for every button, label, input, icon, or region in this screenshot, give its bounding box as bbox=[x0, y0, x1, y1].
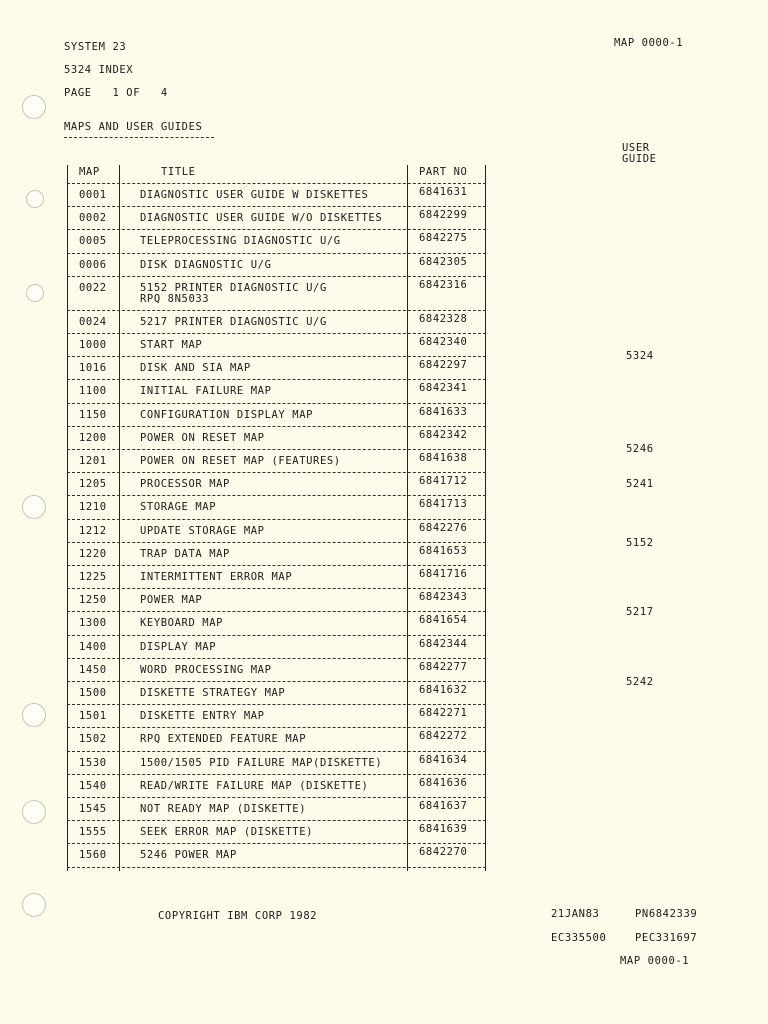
cell-title: DISPLAY MAP bbox=[140, 640, 217, 653]
maps-table bbox=[67, 165, 486, 871]
cell-title: UPDATE STORAGE MAP bbox=[140, 524, 265, 537]
cell-map: 1225 bbox=[79, 571, 107, 583]
cell-part-no: 6842272 bbox=[419, 730, 468, 743]
row-separator bbox=[67, 253, 486, 254]
cell-map: 0005 bbox=[79, 235, 107, 248]
cell-map: 1545 bbox=[79, 803, 107, 815]
row-separator bbox=[67, 229, 486, 230]
cell-title: INTERMITTENT ERROR MAP bbox=[140, 571, 293, 583]
user-guide-label: 5242 bbox=[626, 676, 654, 688]
cell-part-no: 6842341 bbox=[419, 382, 468, 395]
cell-title: NOT READY MAP (DISKETTE) bbox=[140, 803, 307, 815]
cell-part-no: 6842328 bbox=[419, 312, 468, 325]
row-separator bbox=[67, 519, 486, 520]
cell-map: 0024 bbox=[79, 315, 107, 328]
footer-date: 21JAN83 bbox=[551, 908, 600, 920]
table-row bbox=[67, 635, 486, 658]
table-row bbox=[67, 426, 486, 449]
copyright: COPYRIGHT IBM CORP 1982 bbox=[158, 910, 318, 922]
cell-map: 1500 bbox=[79, 687, 107, 699]
row-separator bbox=[67, 472, 486, 473]
table-row bbox=[67, 310, 486, 333]
cell-map: 1400 bbox=[79, 640, 107, 653]
cell-title: RPQ EXTENDED FEATURE MAP bbox=[140, 733, 307, 746]
section-underline bbox=[64, 137, 214, 138]
cell-map: 0006 bbox=[79, 258, 107, 271]
table-row bbox=[67, 276, 486, 310]
table-row bbox=[67, 611, 486, 634]
cell-title: 5246 POWER MAP bbox=[140, 849, 237, 862]
cell-part-no: 6841637 bbox=[419, 800, 468, 812]
footer-pec: PEC331697 bbox=[635, 932, 698, 944]
table-row bbox=[67, 253, 486, 276]
cell-map: 1250 bbox=[79, 594, 107, 607]
cell-part-no: 6841636 bbox=[419, 776, 468, 789]
cell-map: 1150 bbox=[79, 408, 107, 421]
row-separator bbox=[67, 495, 486, 496]
cell-title: SEEK ERROR MAP (DISKETTE) bbox=[140, 826, 314, 839]
cell-map: 1210 bbox=[79, 501, 107, 514]
cell-map: 1200 bbox=[79, 431, 107, 444]
map-id-bottom: MAP 0000-1 bbox=[620, 955, 690, 967]
row-separator bbox=[67, 356, 486, 357]
footer-pn: PN6842339 bbox=[635, 908, 698, 920]
punch-hole bbox=[22, 495, 46, 519]
row-separator bbox=[67, 403, 486, 404]
row-separator bbox=[67, 727, 486, 728]
cell-title: POWER ON RESET MAP (FEATURES) bbox=[140, 455, 341, 467]
table-row bbox=[67, 704, 486, 727]
user-guide-header-line1: USER bbox=[622, 142, 650, 154]
cell-title: 5152 PRINTER DIAGNOSTIC U/G bbox=[140, 281, 327, 294]
table-row bbox=[67, 774, 486, 797]
cell-part-no: 6842340 bbox=[419, 336, 468, 348]
row-separator bbox=[67, 797, 486, 798]
cell-part-no: 6842305 bbox=[419, 255, 468, 268]
row-separator bbox=[67, 774, 486, 775]
cell-title: POWER MAP bbox=[140, 594, 203, 607]
cell-title: WORD PROCESSING MAP bbox=[140, 663, 272, 676]
row-separator bbox=[67, 704, 486, 705]
cell-part-no: 6842271 bbox=[419, 707, 468, 720]
table-row bbox=[67, 183, 486, 206]
cell-title: READ/WRITE FAILURE MAP (DISKETTE) bbox=[140, 779, 369, 792]
cell-title: KEYBOARD MAP bbox=[140, 617, 224, 630]
cell-part-no: 6841638 bbox=[419, 452, 468, 464]
row-separator bbox=[67, 276, 486, 277]
cell-map: 1300 bbox=[79, 617, 107, 630]
table-row bbox=[67, 495, 486, 518]
cell-title: DIAGNOSTIC USER GUIDE W/O DISKETTES bbox=[140, 212, 383, 225]
index-label: 5324 INDEX bbox=[64, 64, 134, 76]
table-row bbox=[67, 681, 486, 704]
table-row bbox=[67, 588, 486, 611]
row-separator bbox=[67, 681, 486, 682]
user-guide-label: 5324 bbox=[626, 350, 654, 362]
cell-part-no: 6842299 bbox=[419, 209, 468, 222]
user-guide-label: 5246 bbox=[626, 443, 654, 455]
row-separator bbox=[67, 658, 486, 659]
cell-part-no: 6841653 bbox=[419, 544, 468, 557]
cell-part-no: 6841716 bbox=[419, 568, 468, 580]
map-id-top: MAP 0000-1 bbox=[614, 37, 684, 49]
punch-hole bbox=[22, 703, 46, 727]
cell-part-no: 6841639 bbox=[419, 823, 468, 836]
cell-part-no: 6842344 bbox=[419, 637, 468, 650]
cell-map: 1205 bbox=[79, 478, 107, 491]
cell-title: DISK AND SIA MAP bbox=[140, 362, 251, 375]
cell-part-no: 6842343 bbox=[419, 591, 468, 604]
cell-map: 1501 bbox=[79, 710, 107, 723]
cell-title: 5217 PRINTER DIAGNOSTIC U/G bbox=[140, 315, 327, 328]
table-header-row bbox=[67, 165, 486, 183]
row-separator bbox=[67, 751, 486, 752]
punch-hole bbox=[22, 800, 46, 824]
row-separator bbox=[67, 635, 486, 636]
table-row bbox=[67, 797, 486, 820]
cell-map: 0001 bbox=[79, 189, 107, 201]
cell-map: 1530 bbox=[79, 756, 107, 769]
cell-part-no: 6841654 bbox=[419, 614, 468, 627]
cell-part-no: 6842277 bbox=[419, 660, 468, 673]
table-bottom-separator bbox=[67, 867, 486, 869]
row-separator bbox=[67, 820, 486, 821]
row-separator bbox=[67, 588, 486, 589]
cell-map: 1502 bbox=[79, 733, 107, 746]
table-row bbox=[67, 820, 486, 843]
cell-map: 0002 bbox=[79, 212, 107, 225]
cell-title-line2: RPQ 8N5033 bbox=[140, 292, 210, 305]
cell-map: 1450 bbox=[79, 663, 107, 676]
table-row bbox=[67, 403, 486, 426]
table-row bbox=[67, 229, 486, 252]
system-label: SYSTEM 23 bbox=[64, 41, 127, 53]
table-row bbox=[67, 843, 486, 866]
punch-hole bbox=[26, 284, 44, 302]
cell-map: 1100 bbox=[79, 385, 107, 398]
cell-title: CONFIGURATION DISPLAY MAP bbox=[140, 408, 314, 421]
cell-part-no: 6842316 bbox=[419, 278, 468, 291]
row-separator bbox=[67, 565, 486, 566]
cell-part-no: 6841634 bbox=[419, 753, 468, 766]
cell-map: 1540 bbox=[79, 779, 107, 792]
header-title: TITLE bbox=[161, 166, 196, 178]
cell-map: 1555 bbox=[79, 826, 107, 839]
cell-part-no: 6841712 bbox=[419, 475, 468, 488]
table-row bbox=[67, 751, 486, 774]
row-separator bbox=[67, 843, 486, 844]
cell-title: TELEPROCESSING DIAGNOSTIC U/G bbox=[140, 235, 341, 248]
cell-map: 1212 bbox=[79, 524, 107, 537]
header-map: MAP bbox=[79, 166, 100, 178]
section-title: MAPS AND USER GUIDES bbox=[64, 121, 203, 133]
cell-map: 1220 bbox=[79, 547, 107, 560]
table-row bbox=[67, 565, 486, 588]
table-row bbox=[67, 449, 486, 472]
table-row bbox=[67, 519, 486, 542]
cell-part-no: 6842275 bbox=[419, 232, 468, 245]
header-part-no: PART NO bbox=[419, 166, 468, 178]
cell-map: 1000 bbox=[79, 339, 107, 351]
table-row bbox=[67, 727, 486, 750]
cell-part-no: 6841713 bbox=[419, 498, 468, 511]
cell-part-no: 6842342 bbox=[419, 428, 468, 441]
row-separator bbox=[67, 206, 486, 207]
table-row bbox=[67, 658, 486, 681]
footer-ec: EC335500 bbox=[551, 932, 607, 944]
row-separator bbox=[67, 333, 486, 334]
cell-map: 0022 bbox=[79, 281, 107, 294]
cell-title: INITIAL FAILURE MAP bbox=[140, 385, 272, 398]
row-separator bbox=[67, 426, 486, 427]
cell-title: DISK DIAGNOSTIC U/G bbox=[140, 258, 272, 271]
row-separator bbox=[67, 310, 486, 311]
punch-hole bbox=[26, 190, 44, 208]
table-row bbox=[67, 206, 486, 229]
cell-part-no: 6842270 bbox=[419, 846, 468, 859]
table-row bbox=[67, 379, 486, 402]
cell-part-no: 6842297 bbox=[419, 359, 468, 372]
row-separator bbox=[67, 611, 486, 612]
cell-map: 1201 bbox=[79, 455, 107, 467]
table-row bbox=[67, 356, 486, 379]
cell-part-no: 6841631 bbox=[419, 186, 468, 198]
row-separator bbox=[67, 379, 486, 380]
cell-map: 1016 bbox=[79, 362, 107, 375]
row-separator bbox=[67, 183, 486, 184]
cell-title: DISKETTE STRATEGY MAP bbox=[140, 687, 286, 699]
cell-title: POWER ON RESET MAP bbox=[140, 431, 265, 444]
cell-part-no: 6841632 bbox=[419, 684, 468, 696]
cell-title: STORAGE MAP bbox=[140, 501, 217, 514]
user-guide-header-line2: GUIDE bbox=[622, 153, 657, 165]
user-guide-label: 5241 bbox=[626, 478, 654, 490]
table-row bbox=[67, 333, 486, 356]
row-separator bbox=[67, 542, 486, 543]
cell-title: DISKETTE ENTRY MAP bbox=[140, 710, 265, 723]
table-row bbox=[67, 542, 486, 565]
cell-title: 1500/1505 PID FAILURE MAP(DISKETTE) bbox=[140, 756, 383, 769]
cell-title: START MAP bbox=[140, 339, 203, 351]
punch-hole bbox=[22, 95, 46, 119]
page-label: PAGE 1 OF 4 bbox=[64, 87, 168, 99]
punch-hole bbox=[22, 893, 46, 917]
cell-map: 1560 bbox=[79, 849, 107, 862]
cell-part-no: 6842276 bbox=[419, 521, 468, 534]
cell-part-no: 6841633 bbox=[419, 405, 468, 418]
cell-title: PROCESSOR MAP bbox=[140, 478, 230, 491]
table-row bbox=[67, 472, 486, 495]
cell-title: TRAP DATA MAP bbox=[140, 547, 230, 560]
cell-title: DIAGNOSTIC USER GUIDE W DISKETTES bbox=[140, 189, 369, 201]
user-guide-label: 5217 bbox=[626, 606, 654, 618]
user-guide-label: 5152 bbox=[626, 537, 654, 549]
row-separator bbox=[67, 449, 486, 450]
